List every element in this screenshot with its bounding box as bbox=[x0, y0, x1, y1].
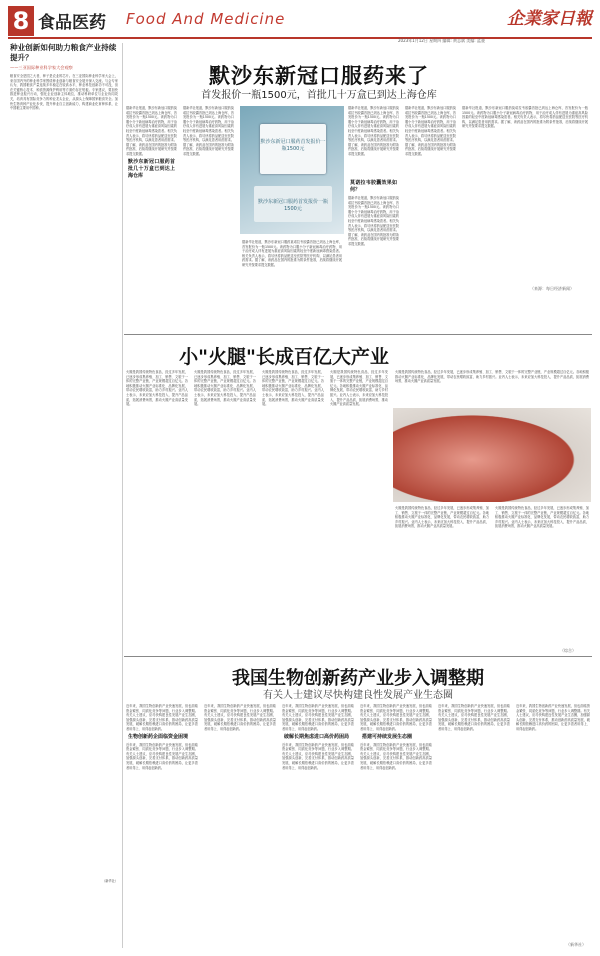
left-article-body: 粮食安全是国之大者，种子是农业的芯片。在三亚国际种业科学家大会上，来自国内外的种业科学家围绕种业创新与粮食安全展开深入交流。与会专家认为，我国粮食产量连续多年稳定在较高水平，种业科技创新功不可没，但在关键核心技术、种质资源保护利用等方面仍存在短板。专家建议，要加快推进种业振兴行动，强化企业创新主体地位，推动科研单位与企业协同攻关，培育具有国际竞争力的种业龙头企业，从源头上保障国家粮食安全。加快生物育种产业化步伐，提升种业自主创新能力，构建商业化育种体系，让中国粮主要用中国种。 bbox=[10, 74, 118, 111]
article3-credit: （新华社） bbox=[566, 942, 586, 947]
article3-body-4: 近年来，我国生物创新药产业快速发展，但也面临资金紧张、同质化竞争等问题，行业步入调整期。有关人士建议，应尽快构建良性发展产业生态圈，加强源头创新，完善支付体系，推动创新药高质量发展，破解长期依赖进口高价药的困局，让更多患者用得上、用得起创新药。 bbox=[360, 704, 432, 731]
article3-subhead3: 搭建可持续发展生态圈 bbox=[362, 733, 413, 740]
left-article-credit: （新华社） bbox=[102, 879, 118, 883]
drug-box-front bbox=[260, 124, 326, 174]
photo-caption: 默沙东新冠口服药首发报价一瓶1500元 bbox=[260, 139, 326, 152]
article3-body-1b: 近年来，我国生物创新药产业快速发展，但也面临资金紧张、同质化竞争等问题，行业步入调整期。有关人士建议，应尽快构建良性发展产业生态圈，加强源头创新，完善支付体系，推动创新药高质量发展，破解长期依赖进口高价药的困局，让更多患者用得上、用得起创新药。 bbox=[126, 742, 198, 770]
article1-col2: 据新华社报道，默沙东新冠口服药莫诺拉韦胶囊首批已到达上海仓库，首发报价为一瓶1500元。该药物为口服小分子新冠病毒治疗药物，用于治疗成人伴有进展为重症高风险因素的轻至中度新冠病毒感染患者。相关负责人表示，将尽快将药品配送至医院等医疗机构，以满足患者用药需求。据了解，该药品在国内的批准为附条件批准，后续将继续开展研究并按要求提交数据。 bbox=[183, 106, 234, 156]
drug-photo bbox=[240, 106, 344, 234]
article3-col5: 近年来，我国生物创新药产业快速发展，但也面临资金紧张、同质化竞争等问题，行业步入调整期。有关人士建议，应尽快构建良性发展产业生态圈，加强源头创新，完善支付体系，推动创新药高质量发展，破解长期依赖进口高价药的困局，让更多患者用得上、用得起创新药。 bbox=[438, 704, 510, 731]
drug-box-back bbox=[254, 186, 332, 222]
article1-body-1: 据新华社报道，默沙东新冠口服药莫诺拉韦胶囊首批已到达上海仓库，首发报价为一瓶1500元。该药物为口服小分子新冠病毒治疗药物，用于治疗成人伴有进展为重症高风险因素的轻至中度新冠病毒感染患者。相关负责人表示，将尽快将药品配送至医院等医疗机构，以满足患者用药需求。据了解，该药品在国内的批准为附条件批准，后续将继续开展研究并按要求提交数据。 bbox=[126, 106, 177, 156]
page-number: 8 bbox=[8, 6, 34, 36]
article1-col5: 据新华社报道，默沙东新冠口服药莫诺拉韦胶囊首批已到达上海仓库，首发报价为一瓶1500元。该药物为口服小分子新冠病毒治疗药物，用于治疗成人伴有进展为重症高风险因素的轻至中度新冠病毒感染患者。相关负责人表示，将尽快将药品配送至医院等医疗机构，以满足患者用药需求。据了解，该药品在国内的批准为附条件批准，后续将继续开展研究并按要求提交数据。 bbox=[405, 106, 456, 156]
dateline: 2023年1月12日 星期四 编辑: 黄志斌 美编: 蓝骏 bbox=[398, 38, 485, 43]
article2-col2: 火腿是我国传统特色食品，经过多年发展，已逐步形成集养殖、加工、销售、文旅于一体的完整产业链，产业规模超过百亿元。各地积极推动火腿产业标准化、品牌化发展，带动农民增收致富，助力乡村振兴。业内人士表示，未来应加大科技投入，提升产品品质，拓展消费场景，推动火腿产业高质量发展。 bbox=[194, 370, 256, 407]
column-divider bbox=[122, 43, 123, 948]
article1-subtitle: 首发报价一瓶1500元，首批几十万盒已到达上海仓库 bbox=[201, 90, 437, 101]
article3-col1 bbox=[124, 704, 200, 948]
article3-subhead2: 破解长期焦虑进口高价药困局 bbox=[284, 733, 350, 740]
article3-title: 我国生物创新药产业步入调整期 bbox=[232, 668, 484, 689]
article3-body-3: 近年来，我国生物创新药产业快速发展，但也面临资金紧张、同质化竞争等问题，行业步入调整期。有关人士建议，应尽快构建良性发展产业生态圈，加强源头创新，完善支付体系，推动创新药高质量发展，破解长期依赖进口高价药的困局，让更多患者用得上、用得起创新药。 bbox=[282, 704, 354, 731]
section-title: 食品医药 bbox=[38, 13, 106, 33]
photo-caption-2: 默沙东新冠口服药首发报价一瓶1500元 bbox=[257, 199, 328, 212]
article2-col5: 火腿是我国传统特色食品，经过多年发展，已逐步形成集养殖、加工、销售、文旅于一体的完整产业链，产业规模超过百亿元。各地积极推动火腿产业标准化、品牌化发展，带动农民增收致富，助力乡村振兴。业内人士表示，未来应加大科技投入，提升产品品质，拓展消费场景，推动火腿产业高质量发展。 bbox=[395, 506, 489, 529]
article1-col3: 据新华社报道，默沙东新冠口服药莫诺拉韦胶囊首批已到达上海仓库，首发报价为一瓶1500元。该药物为口服小分子新冠病毒治疗药物，用于治疗成人伴有进展为重症高风险因素的轻至中度新冠病毒感染患者。相关负责人表示，将尽快将药品配送至医院等医疗机构，以满足患者用药需求。据了解，该药品在国内的批准为附条件批准，后续将继续开展研究并按要求提交数据。 bbox=[242, 240, 342, 267]
article3-body-4b: 近年来，我国生物创新药产业快速发展，但也面临资金紧张、同质化竞争等问题，行业步入调整期。有关人士建议，应尽快构建良性发展产业生态圈，加强源头创新，完善支付体系，推动创新药高质量发展，破解长期依赖进口高价药的困局，让更多患者用得上、用得起创新药。 bbox=[360, 742, 432, 770]
article2-credit: （综合） bbox=[560, 648, 576, 653]
ham-photo bbox=[393, 408, 591, 502]
article1-credit: （来源：每日经济新闻） bbox=[530, 286, 574, 291]
section-title-en: Food And Medicine bbox=[126, 10, 286, 28]
header-rule bbox=[8, 37, 592, 39]
article3-col4 bbox=[358, 704, 434, 948]
left-column-article bbox=[8, 43, 120, 948]
article-divider-2 bbox=[124, 656, 592, 657]
article3-body-1: 近年来，我国生物创新药产业快速发展，但也面临资金紧张、同质化竞争等问题，行业步入调整期。有关人士建议，应尽快构建良性发展产业生态圈，加强源头创新，完善支付体系，推动创新药高质量发展，破解长期依赖进口高价药的困局，让更多患者用得上、用得起创新药。 bbox=[126, 704, 198, 731]
article1-col1 bbox=[124, 106, 179, 292]
article1-col4b bbox=[346, 178, 401, 292]
article2-title: 小"火腿"长成百亿大产业 bbox=[179, 346, 389, 368]
page-header bbox=[8, 6, 592, 36]
article3-subhead1: 生物创新药企面临资金困境 bbox=[128, 733, 189, 740]
article2-col3: 火腿是我国传统特色食品，经过多年发展，已逐步形成集养殖、加工、销售、文旅于一体的完整产业链，产业规模超过百亿元。各地积极推动火腿产业标准化、品牌化发展，带动农民增收致富，助力乡村振兴。业内人士表示，未来应加大科技投入，提升产品品质，拓展消费场景，推动火腿产业高质量发展。 bbox=[262, 370, 324, 407]
article2-col1: 火腿是我国传统特色食品，经过多年发展，已逐步形成集养殖、加工、销售、文旅于一体的完整产业链，产业规模超过百亿元。各地积极推动火腿产业标准化、品牌化发展，带动农民增收致富，助力乡村振兴。业内人士表示，未来应加大科技投入，提升产品品质，拓展消费场景，推动火腿产业高质量发展。 bbox=[126, 370, 188, 407]
newspaper-logo: 企業家日報 bbox=[507, 9, 592, 29]
article1-body-4: 据新华社报道，默沙东新冠口服药莫诺拉韦胶囊首批已到达上海仓库，首发报价为一瓶1500元。该药物为口服小分子新冠病毒治疗药物，用于治疗成人伴有进展为重症高风险因素的轻至中度新冠病毒感染患者。相关负责人表示，将尽快将药品配送至医院等医疗机构，以满足患者用药需求。据了解，该药品在国内的批准为附条件批准，后续将继续开展研究并按要求提交数据。 bbox=[348, 196, 399, 246]
article1-title: 默沙东新冠口服药来了 bbox=[209, 64, 429, 88]
left-article-byline: ——三亚国际种业科学家大会观察 bbox=[10, 65, 73, 70]
article2-col4: 火腿是我国传统特色食品，经过多年发展，已逐步形成集养殖、加工、销售、文旅于一体的完整产业链，产业规模超过百亿元。各地积极推动火腿产业标准化、品牌化发展，带动农民增收致富，助力乡村振兴。业内人士表示，未来应加大科技投入，提升产品品质，拓展消费场景，推动火腿产业高质量发展。 bbox=[330, 370, 388, 407]
article3-col2: 近年来，我国生物创新药产业快速发展，但也面临资金紧张、同质化竞争等问题，行业步入调整期。有关人士建议，应尽快构建良性发展产业生态圈，加强源头创新，完善支付体系，推动创新药高质量发展，破解长期依赖进口高价药的困局，让更多患者用得上、用得起创新药。 bbox=[204, 704, 276, 731]
article3-subtitle: 有关人士建议尽快构建良性发展产业生态圈 bbox=[263, 690, 453, 701]
article-divider-1 bbox=[124, 334, 592, 335]
left-article-title: 种业创新如何助力粮食产业持续提升？ bbox=[10, 43, 117, 62]
article2-col5-top: 火腿是我国传统特色食品，经过多年发展，已逐步形成集养殖、加工、销售、文旅于一体的完整产业链，产业规模超过百亿元。各地积极推动火腿产业标准化、品牌化发展，带动农民增收致富，助力乡村振兴。业内人士表示，未来应加大科技投入，提升产品品质，拓展消费场景，推动火腿产业高质量发展。 bbox=[395, 370, 589, 384]
article2-col6: 火腿是我国传统特色食品，经过多年发展，已逐步形成集养殖、加工、销售、文旅于一体的完整产业链，产业规模超过百亿元。各地积极推动火腿产业标准化、品牌化发展，带动农民增收致富，助力乡村振兴。业内人士表示，未来应加大科技投入，提升产品品质，拓展消费场景，推动火腿产业高质量发展。 bbox=[495, 506, 589, 529]
article1-subhead1: 默沙东新冠口服药首批几十万盒已到达上海仓库 bbox=[128, 158, 175, 179]
article3-col6: 近年来，我国生物创新药产业快速发展，但也面临资金紧张、同质化竞争等问题，行业步入调整期。有关人士建议，应尽快构建良性发展产业生态圈，加强源头创新，完善支付体系，推动创新药高质量发展，破解长期依赖进口高价药的困局，让更多患者用得上、用得起创新药。 bbox=[516, 704, 590, 731]
article1-subhead2: 莫诺拉韦胶囊效果如何？ bbox=[350, 180, 397, 193]
article1-col4: 据新华社报道，默沙东新冠口服药莫诺拉韦胶囊首批已到达上海仓库，首发报价为一瓶1500元。该药物为口服小分子新冠病毒治疗药物，用于治疗成人伴有进展为重症高风险因素的轻至中度新冠病毒感染患者。相关负责人表示，将尽快将药品配送至医院等医疗机构，以满足患者用药需求。据了解，该药品在国内的批准为附条件批准，后续将继续开展研究并按要求提交数据。 bbox=[348, 106, 399, 156]
article1-col6: 据新华社报道，默沙东新冠口服药莫诺拉韦胶囊首批已到达上海仓库，首发报价为一瓶1500元。该药物为口服小分子新冠病毒治疗药物，用于治疗成人伴有进展为重症高风险因素的轻至中度新冠病毒感染患者。相关负责人表示，将尽快将药品配送至医院等医疗机构，以满足患者用药需求。据了解，该药品在国内的批准为附条件批准，后续将继续开展研究并按要求提交数据。 bbox=[462, 106, 588, 129]
article3-col3 bbox=[280, 704, 356, 948]
article3-body-3b: 近年来，我国生物创新药产业快速发展，但也面临资金紧张、同质化竞争等问题，行业步入调整期。有关人士建议，应尽快构建良性发展产业生态圈，加强源头创新，完善支付体系，推动创新药高质量发展，破解长期依赖进口高价药的困局，让更多患者用得上、用得起创新药。 bbox=[282, 742, 354, 770]
